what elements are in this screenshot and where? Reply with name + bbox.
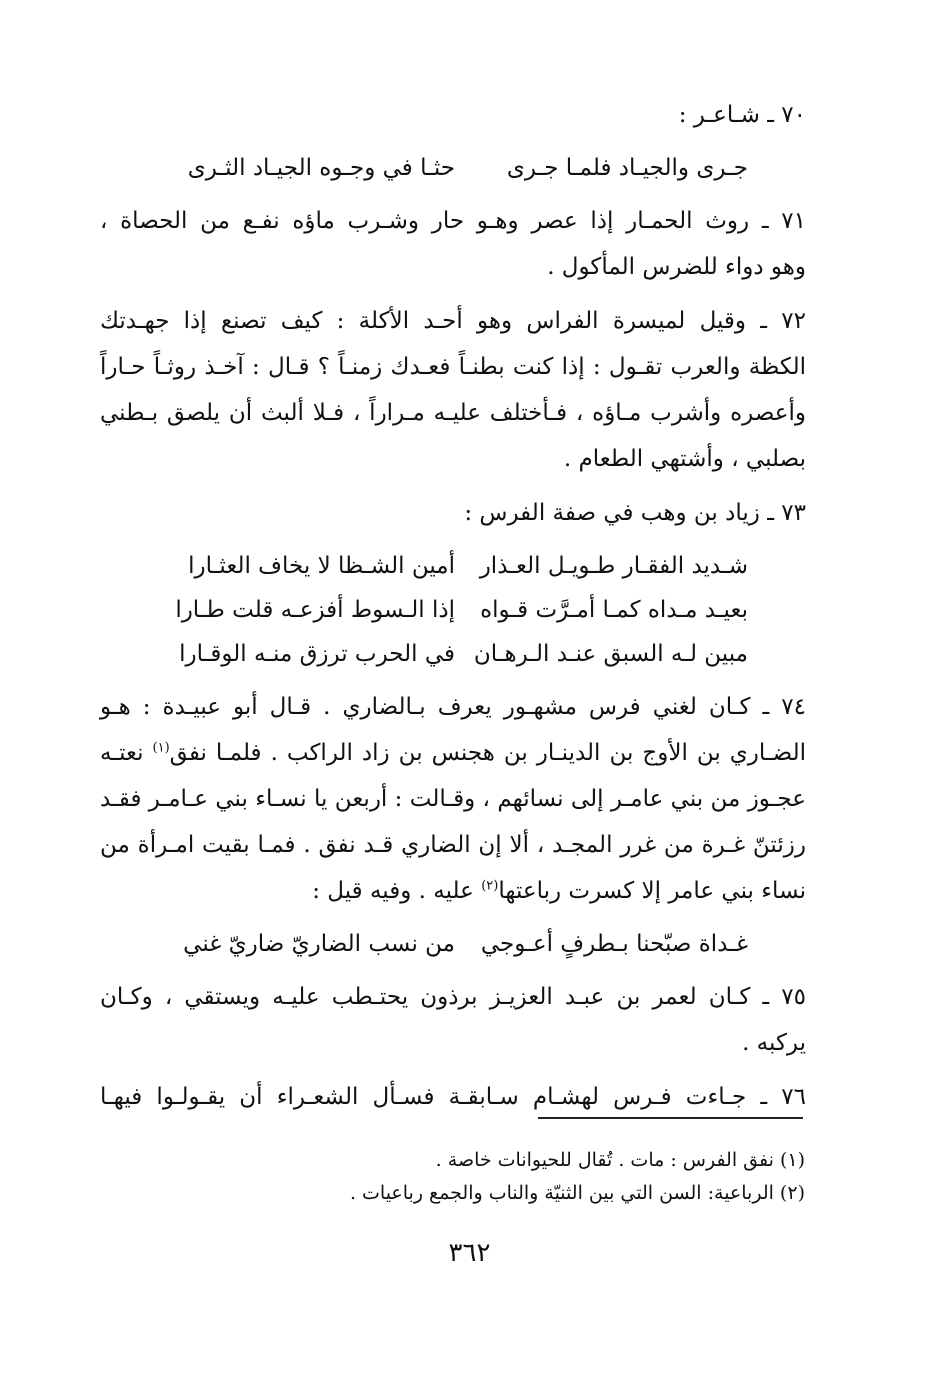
- entry-72-line: الكظة والعرب تقـول : إذا كنت بطنـاً فعـدك زمنـاً ؟ قـال : آخـذ روثـاً حـاراً: [100, 354, 806, 380]
- verse-74: [100, 922, 806, 966]
- entry-74-line: ٧٤ ـ كـان لغني فرس مشهـور يعرف بـالضاري . قـال أبو عبيـدة : هـو: [100, 694, 806, 720]
- page-body: [100, 92, 806, 1120]
- entry-74-line: عجـوز من بني عامـر إلى نسائهم ، وقـالت : أربعن يا نسـاء بني عـامـر فقـد: [100, 786, 806, 812]
- entry-71-line: ٧١ ـ روث الحمـار إذا عصر وهـو حار وشـرب ماؤه نفـع من الحصاة ،: [100, 208, 806, 234]
- text-run: نساء بني عامر إلا كسرت رباعتها: [498, 878, 806, 904]
- verse-hemistich-1: مبين لـه السبق عنـد الـرهـان: [473, 641, 748, 667]
- entry-73-heading: ٧٣ ـ زياد بن وهب في صفة الفرس :: [464, 500, 806, 526]
- verse-hemistich-1: غـداة صبّحنا بـطرفٍ أعـوجي: [480, 931, 748, 957]
- entry-74-line: [100, 730, 806, 776]
- verse-hemistich-2: أمين الشـظا لا يخاف العثـارا: [188, 553, 455, 579]
- entry-76-line: ٧٦ ـ جـاءت فـرس لهشـام سـابقـة فسـأل الشعـراء أن يقـولـوا فيهـا: [100, 1084, 806, 1110]
- entry-75-line: ٧٥ ـ كـان لعمر بن عبـد العزيـز برذون يحتـطب عليـه ويستقي ، وكـان: [100, 984, 806, 1010]
- verse-hemistich-1: جـرى والجيـاد فلمـا جـرى: [506, 155, 748, 181]
- verse-hemistich-1: شـديد الفقـار طـويـل العـذار: [479, 553, 748, 579]
- verse-hemistich-1: بعيـد مـداه كمـا أمـرَّت قـواه: [480, 597, 748, 623]
- page-number: ٣٦٢: [448, 1238, 491, 1268]
- verse-hemistich-2: إذا الـسوط أفزعـه قلت طـارا: [175, 597, 455, 623]
- text-run: الضـاري بن الأوج بن الدينـار بن هجنس بن زاد الراكب . فلمـا نفق: [169, 740, 806, 766]
- verse-73: [100, 544, 806, 588]
- text-run: عليه . وفيه قيل :: [312, 878, 482, 904]
- footnote-ref-1: (١): [152, 740, 170, 756]
- entry-72-line: وأعصره وأشرب مـاؤه ، فـأختلف عليـه مـراراً ، فـلا ألبث أن يلصق بـطني: [100, 400, 806, 426]
- verse-70: [100, 146, 806, 190]
- entry-72-line: ٧٢ ـ وقيل لميسرة الفراس وهو أحـد الأكلة : كيف تصنع إذا جهـدتك: [100, 308, 806, 334]
- footnote-ref-2: (٢): [481, 878, 499, 894]
- footnote-2: (٢) الرباعية: السن التي بين الثنيّة والناب والجمع رباعيات .: [349, 1182, 805, 1204]
- footnote-1: (١) نفق الفرس : مات . تُقال للحيوانات خاصة .: [435, 1149, 805, 1171]
- verse-73: [100, 588, 806, 632]
- verse-73: [100, 632, 806, 676]
- entry-75-line: يركبه .: [742, 1030, 806, 1056]
- entry-70-heading: ٧٠ ـ شـاعـر :: [678, 102, 806, 128]
- verse-hemistich-2: حثـا في وجـوه الجيـاد الثـرى: [187, 155, 455, 181]
- footnote-divider: [538, 1117, 803, 1119]
- entry-74-line: [100, 868, 806, 914]
- verse-hemistich-2: من نسب الضاريّ ضاريّ غني: [183, 931, 455, 957]
- entry-71-line: وهو دواء للضرس المأكول .: [547, 254, 806, 280]
- entry-72-line: بصلبي ، وأشتهي الطعام .: [563, 446, 806, 472]
- verse-hemistich-2: في الحرب ترزق منـه الوقـارا: [179, 641, 455, 667]
- text-run: نعتـه: [100, 740, 153, 766]
- entry-74-line: رزئتنّ غـرة من غرر المجـد ، ألا إن الضاري قـد نفق . فمـا بقيت امـرأة من: [100, 832, 806, 858]
